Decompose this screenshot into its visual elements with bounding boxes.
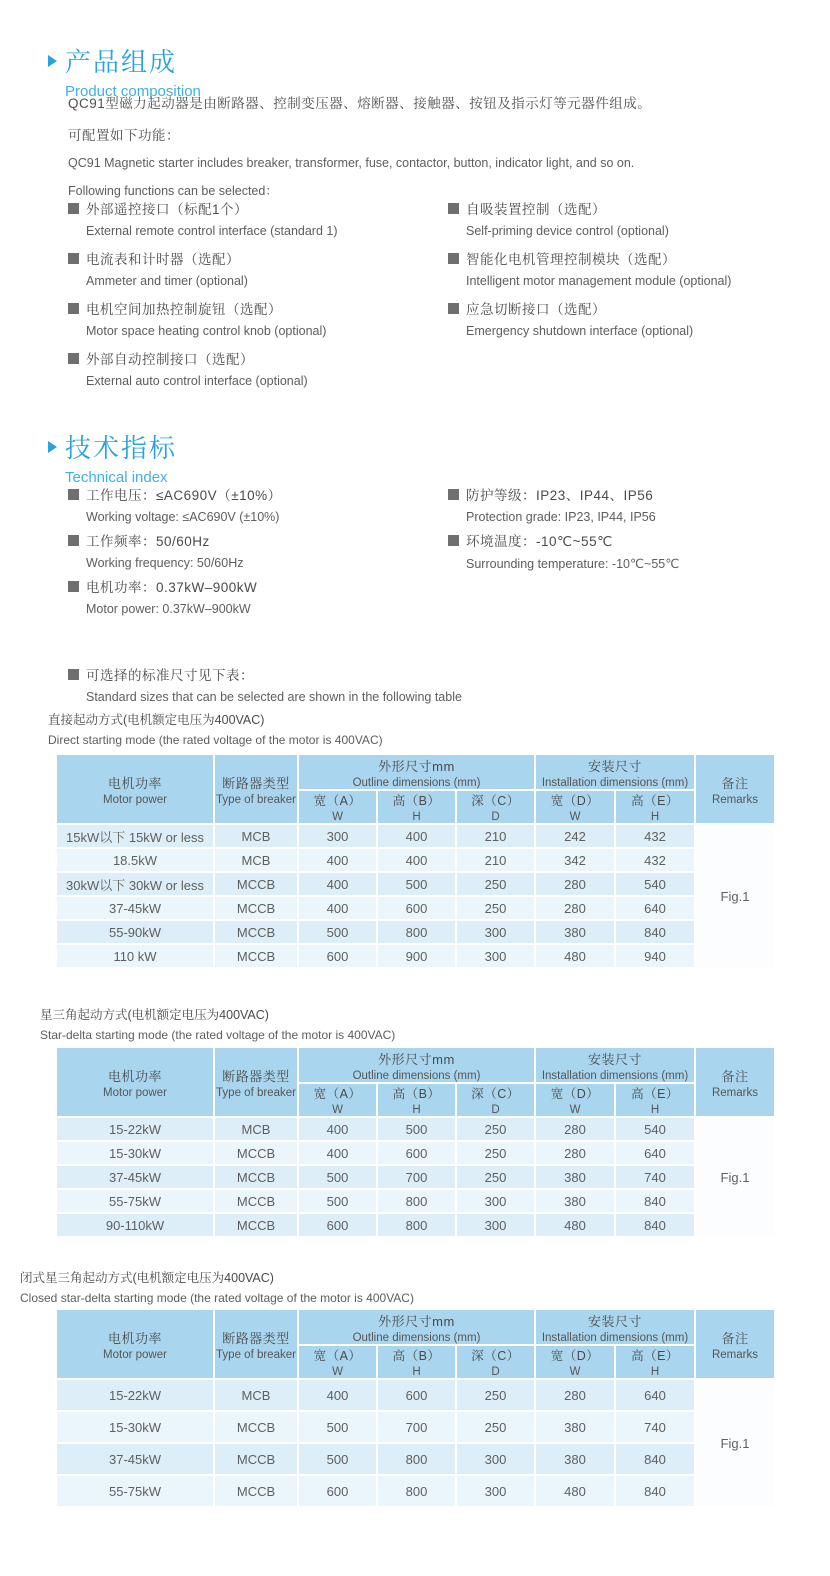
feature-item	[448, 198, 808, 238]
header-height-b: 高（B） H	[377, 790, 456, 824]
square-bullet-icon	[68, 581, 79, 592]
cell-width-a: 400	[298, 896, 377, 920]
spec-list-left	[68, 484, 428, 622]
cell-height-b: 900	[377, 944, 456, 968]
feature-label-zh: 外部遥控接口（标配1个）	[86, 202, 249, 217]
cell-motor-power: 15kW以下 15kW or less	[56, 824, 214, 848]
cell-motor-power: 15-30kW	[56, 1411, 214, 1443]
section-technical-index-heading	[48, 428, 177, 486]
feature-list-right	[448, 198, 808, 348]
feature-item	[448, 248, 808, 288]
spec-item	[68, 530, 428, 570]
header-outline-dimensions: 外形尺寸mm Outline dimensions (mm)	[298, 1047, 535, 1083]
cell-motor-power: 37-45kW	[56, 1165, 214, 1189]
cell-motor-power: 55-75kW	[56, 1475, 214, 1507]
cell-height-e: 740	[615, 1411, 695, 1443]
square-bullet-icon	[448, 203, 459, 214]
cell-width-a: 500	[298, 1443, 377, 1475]
size-note-en: Standard sizes that can be selected are shown in the following table	[86, 690, 462, 704]
cell-motor-power: 30kW以下 30kW or less	[56, 872, 214, 896]
table-caption-zh: 闭式星三角起动方式(电机额定电压为400VAC)	[20, 1271, 274, 1285]
table-row	[56, 1189, 695, 1213]
cell-depth-c: 250	[456, 1117, 535, 1141]
cell-breaker: MCCB	[214, 920, 298, 944]
square-bullet-icon	[448, 489, 459, 500]
spec-label-en: Working voltage: ≤AC690V (±10%)	[86, 510, 280, 524]
cell-height-b: 500	[377, 872, 456, 896]
cell-motor-power: 18.5kW	[56, 848, 214, 872]
square-bullet-icon	[448, 303, 459, 314]
cell-height-e: 432	[615, 848, 695, 872]
spec-item	[68, 484, 428, 524]
header-motor-power: 电机功率 Motor power	[56, 1047, 214, 1117]
cell-height-e: 432	[615, 824, 695, 848]
feature-label-zh: 电流表和计时器（选配）	[86, 252, 240, 267]
header-motor-power: 电机功率 Motor power	[56, 754, 214, 824]
spec-label-zh: 工作频率：50/60Hz	[86, 534, 210, 549]
table-caption-en: Closed star-delta starting mode (the rated voltage of the motor is 400VAC)	[20, 1291, 414, 1305]
cell-depth-c: 300	[456, 1213, 535, 1237]
cell-height-e: 640	[615, 1379, 695, 1411]
table3-caption	[20, 1268, 414, 1305]
header-width-a: 宽（A） W	[298, 790, 377, 824]
cell-width-d: 380	[535, 1189, 615, 1213]
feature-label-en: Emergency shutdown interface (optional)	[466, 324, 694, 338]
cell-height-b: 800	[377, 1189, 456, 1213]
cell-depth-c: 300	[456, 1443, 535, 1475]
cell-width-a: 500	[298, 1165, 377, 1189]
cell-height-e: 840	[615, 1189, 695, 1213]
cell-breaker: MCCB	[214, 1141, 298, 1165]
spec-label-en: Motor power: 0.37kW–900kW	[86, 602, 251, 616]
square-bullet-icon	[68, 535, 79, 546]
feature-label-en: Motor space heating control knob (optional)	[86, 324, 327, 338]
cell-width-d: 480	[535, 944, 615, 968]
feature-label-zh: 外部自动控制接口（选配）	[86, 352, 254, 367]
cell-height-e: 540	[615, 872, 695, 896]
intro-line: Following functions can be selected：	[68, 184, 278, 198]
cell-depth-c: 300	[456, 1189, 535, 1213]
cell-depth-c: 210	[456, 848, 535, 872]
cell-width-a: 600	[298, 1475, 377, 1507]
cell-motor-power: 55-90kW	[56, 920, 214, 944]
header-remarks: 备注 Remarks	[694, 1308, 776, 1380]
header-height-e: 高（E） H	[615, 1083, 695, 1117]
cell-width-d: 280	[535, 1117, 615, 1141]
cell-depth-c: 300	[456, 944, 535, 968]
table-row	[56, 896, 695, 920]
section-title-en: Technical index	[65, 469, 168, 486]
feature-list-left	[68, 198, 428, 398]
header-outline-dimensions: 外形尺寸mm Outline dimensions (mm)	[298, 754, 535, 790]
intro-line: QC91型磁力起动器是由断路器、控制变压器、熔断器、接触器、按钮及指示灯等元器件组成。	[68, 96, 652, 111]
cell-height-b: 500	[377, 1117, 456, 1141]
cell-height-e: 940	[615, 944, 695, 968]
cell-motor-power: 15-22kW	[56, 1117, 214, 1141]
cell-motor-power: 90-110kW	[56, 1213, 214, 1237]
table-caption-en: Star-delta starting mode (the rated voltage of the motor is 400VAC)	[40, 1028, 396, 1042]
star-delta-table	[55, 1046, 776, 1238]
cell-width-d: 380	[535, 920, 615, 944]
spec-label-en: Surrounding temperature: -10℃~55℃	[466, 557, 680, 571]
header-height-e: 高（E） H	[615, 1345, 695, 1379]
cell-height-e: 840	[615, 1443, 695, 1475]
cell-width-a: 600	[298, 944, 377, 968]
table-row	[56, 1141, 695, 1165]
remarks-column	[694, 1308, 776, 1508]
table-row	[56, 1475, 695, 1507]
header-breaker-type: 断路器类型 Type of breaker	[214, 1309, 298, 1379]
triangle-bullet-icon	[48, 55, 57, 67]
cell-height-b: 800	[377, 1443, 456, 1475]
spec-item	[68, 576, 428, 616]
cell-height-b: 600	[377, 1141, 456, 1165]
cell-motor-power: 15-30kW	[56, 1141, 214, 1165]
cell-breaker: MCB	[214, 1379, 298, 1411]
table-row	[56, 1411, 695, 1443]
table-row	[56, 1379, 695, 1411]
cell-motor-power: 37-45kW	[56, 1443, 214, 1475]
composition-intro	[68, 92, 651, 210]
cell-depth-c: 250	[456, 1165, 535, 1189]
spec-label-en: Working frequency: 50/60Hz	[86, 556, 244, 570]
header-installation-dimensions: 安装尺寸 Installation dimensions (mm)	[535, 1309, 695, 1345]
cell-motor-power: 37-45kW	[56, 896, 214, 920]
square-bullet-icon	[448, 535, 459, 546]
feature-label-en: Self-priming device control (optional)	[466, 224, 669, 238]
header-depth-c: 深（C） D	[456, 1345, 535, 1379]
square-bullet-icon	[68, 669, 79, 680]
cell-width-a: 400	[298, 1117, 377, 1141]
remarks-cell: Fig.1	[694, 825, 776, 969]
cell-breaker: MCCB	[214, 1475, 298, 1507]
cell-height-b: 400	[377, 824, 456, 848]
section-title-zh: 技术指标	[65, 433, 178, 463]
remarks-column	[694, 1046, 776, 1238]
remarks-cell: Fig.1	[694, 1380, 776, 1508]
cell-breaker: MCCB	[214, 944, 298, 968]
cell-height-b: 800	[377, 1213, 456, 1237]
cell-breaker: MCCB	[214, 1189, 298, 1213]
cell-depth-c: 300	[456, 1475, 535, 1507]
feature-item	[68, 298, 428, 338]
square-bullet-icon	[68, 489, 79, 500]
section-title-en: Product composition	[65, 83, 201, 100]
cell-height-b: 800	[377, 1475, 456, 1507]
cell-width-a: 500	[298, 920, 377, 944]
cell-height-b: 700	[377, 1411, 456, 1443]
cell-depth-c: 250	[456, 1379, 535, 1411]
feature-label-zh: 自吸装置控制（选配）	[466, 202, 606, 217]
spec-item	[448, 484, 818, 524]
triangle-bullet-icon	[48, 441, 57, 453]
spec-label-zh: 环境温度：-10℃~55℃	[466, 534, 613, 549]
table-row	[56, 920, 695, 944]
feature-item	[68, 348, 428, 388]
table1-caption	[48, 710, 383, 747]
square-bullet-icon	[68, 203, 79, 214]
square-bullet-icon	[68, 303, 79, 314]
cell-breaker: MCB	[214, 1117, 298, 1141]
table-row	[56, 1117, 695, 1141]
cell-height-b: 600	[377, 896, 456, 920]
header-height-e: 高（E） H	[615, 790, 695, 824]
size-note	[68, 664, 462, 714]
spec-item	[448, 530, 818, 571]
square-bullet-icon	[448, 253, 459, 264]
feature-label-en: Ammeter and timer (optional)	[86, 274, 248, 288]
cell-depth-c: 250	[456, 1411, 535, 1443]
cell-height-e: 840	[615, 920, 695, 944]
feature-label-en: External auto control interface (optional)	[86, 374, 308, 388]
header-installation-dimensions: 安装尺寸 Installation dimensions (mm)	[535, 1047, 695, 1083]
header-installation-dimensions: 安装尺寸 Installation dimensions (mm)	[535, 754, 695, 790]
cell-depth-c: 300	[456, 920, 535, 944]
header-height-b: 高（B） H	[377, 1083, 456, 1117]
cell-height-e: 640	[615, 1141, 695, 1165]
cell-width-d: 380	[535, 1443, 615, 1475]
remarks-column	[694, 753, 776, 969]
table-caption-en: Direct starting mode (the rated voltage of the motor is 400VAC)	[48, 733, 383, 747]
spec-list-right	[448, 484, 818, 577]
table-row	[56, 1443, 695, 1475]
cell-height-b: 800	[377, 920, 456, 944]
header-depth-c: 深（C） D	[456, 1083, 535, 1117]
cell-height-e: 740	[615, 1165, 695, 1189]
feature-label-zh: 应急切断接口（选配）	[466, 302, 606, 317]
feature-item	[68, 198, 428, 238]
table-row	[56, 944, 695, 968]
cell-width-d: 380	[535, 1165, 615, 1189]
table-row	[56, 824, 695, 848]
header-width-a: 宽（A） W	[298, 1083, 377, 1117]
cell-width-a: 300	[298, 824, 377, 848]
cell-width-a: 500	[298, 1411, 377, 1443]
cell-width-d: 280	[535, 872, 615, 896]
cell-width-a: 400	[298, 1141, 377, 1165]
cell-breaker: MCCB	[214, 1411, 298, 1443]
header-remarks: 备注 Remarks	[694, 1046, 776, 1118]
table-row	[56, 1165, 695, 1189]
cell-breaker: MCCB	[214, 896, 298, 920]
cell-height-e: 640	[615, 896, 695, 920]
direct-starting-table	[55, 753, 776, 969]
cell-breaker: MCCB	[214, 872, 298, 896]
cell-depth-c: 250	[456, 872, 535, 896]
cell-breaker: MCCB	[214, 1443, 298, 1475]
cell-depth-c: 250	[456, 896, 535, 920]
header-outline-dimensions: 外形尺寸mm Outline dimensions (mm)	[298, 1309, 535, 1345]
table-row	[56, 872, 695, 896]
cell-breaker: MCB	[214, 824, 298, 848]
header-motor-power: 电机功率 Motor power	[56, 1309, 214, 1379]
header-width-d: 宽（D） W	[535, 1345, 615, 1379]
square-bullet-icon	[68, 353, 79, 364]
closed-star-delta-table	[55, 1308, 776, 1508]
feature-label-en: External remote control interface (standard 1)	[86, 224, 338, 238]
cell-width-d: 242	[535, 824, 615, 848]
feature-label-en: Intelligent motor management module (optional)	[466, 274, 732, 288]
feature-label-zh: 智能化电机管理控制模块（选配）	[466, 252, 676, 267]
intro-line: QC91 Magnetic starter includes breaker, transformer, fuse, contactor, button, indicator light, and so on.	[68, 156, 635, 170]
section-title-zh: 产品组成	[65, 47, 178, 77]
intro-line: 可配置如下功能：	[68, 128, 180, 143]
cell-breaker: MCCB	[214, 1165, 298, 1189]
cell-width-d: 280	[535, 896, 615, 920]
spec-label-en: Protection grade: IP23, IP44, IP56	[466, 510, 656, 524]
cell-width-d: 480	[535, 1213, 615, 1237]
cell-height-b: 400	[377, 848, 456, 872]
header-breaker-type: 断路器类型 Type of breaker	[214, 1047, 298, 1117]
cell-motor-power: 110 kW	[56, 944, 214, 968]
cell-width-d: 380	[535, 1411, 615, 1443]
header-breaker-type: 断路器类型 Type of breaker	[214, 754, 298, 824]
cell-breaker: MCB	[214, 848, 298, 872]
cell-height-b: 600	[377, 1379, 456, 1411]
cell-height-b: 700	[377, 1165, 456, 1189]
feature-item	[68, 248, 428, 288]
size-note-zh: 可选择的标准尺寸见下表：	[86, 668, 254, 683]
cell-height-e: 540	[615, 1117, 695, 1141]
header-width-d: 宽（D） W	[535, 1083, 615, 1117]
spec-label-zh: 防护等级：IP23、IP44、IP56	[466, 488, 654, 503]
spec-label-zh: 电机功率：0.37kW–900kW	[86, 580, 258, 595]
table2-caption	[40, 1005, 395, 1042]
header-width-d: 宽（D） W	[535, 790, 615, 824]
cell-width-a: 500	[298, 1189, 377, 1213]
table-caption-zh: 星三角起动方式(电机额定电压为400VAC)	[40, 1008, 269, 1022]
cell-motor-power: 15-22kW	[56, 1379, 214, 1411]
cell-width-d: 280	[535, 1141, 615, 1165]
header-height-b: 高（B） H	[377, 1345, 456, 1379]
header-width-a: 宽（A） W	[298, 1345, 377, 1379]
cell-motor-power: 55-75kW	[56, 1189, 214, 1213]
cell-width-a: 400	[298, 848, 377, 872]
header-remarks: 备注 Remarks	[694, 753, 776, 825]
square-bullet-icon	[68, 253, 79, 264]
feature-label-zh: 电机空间加热控制旋钮（选配）	[86, 302, 282, 317]
cell-width-a: 600	[298, 1213, 377, 1237]
cell-breaker: MCCB	[214, 1213, 298, 1237]
cell-width-d: 280	[535, 1379, 615, 1411]
cell-width-a: 400	[298, 872, 377, 896]
cell-width-d: 342	[535, 848, 615, 872]
cell-height-e: 840	[615, 1213, 695, 1237]
header-depth-c: 深（C） D	[456, 790, 535, 824]
table-row	[56, 1213, 695, 1237]
cell-width-a: 400	[298, 1379, 377, 1411]
remarks-cell: Fig.1	[694, 1118, 776, 1238]
cell-depth-c: 210	[456, 824, 535, 848]
cell-width-d: 480	[535, 1475, 615, 1507]
feature-item	[448, 298, 808, 338]
cell-depth-c: 250	[456, 1141, 535, 1165]
cell-height-e: 840	[615, 1475, 695, 1507]
table-caption-zh: 直接起动方式(电机额定电压为400VAC)	[48, 713, 265, 727]
table-row	[56, 848, 695, 872]
spec-label-zh: 工作电压：≤AC690V（±10%）	[86, 488, 282, 503]
